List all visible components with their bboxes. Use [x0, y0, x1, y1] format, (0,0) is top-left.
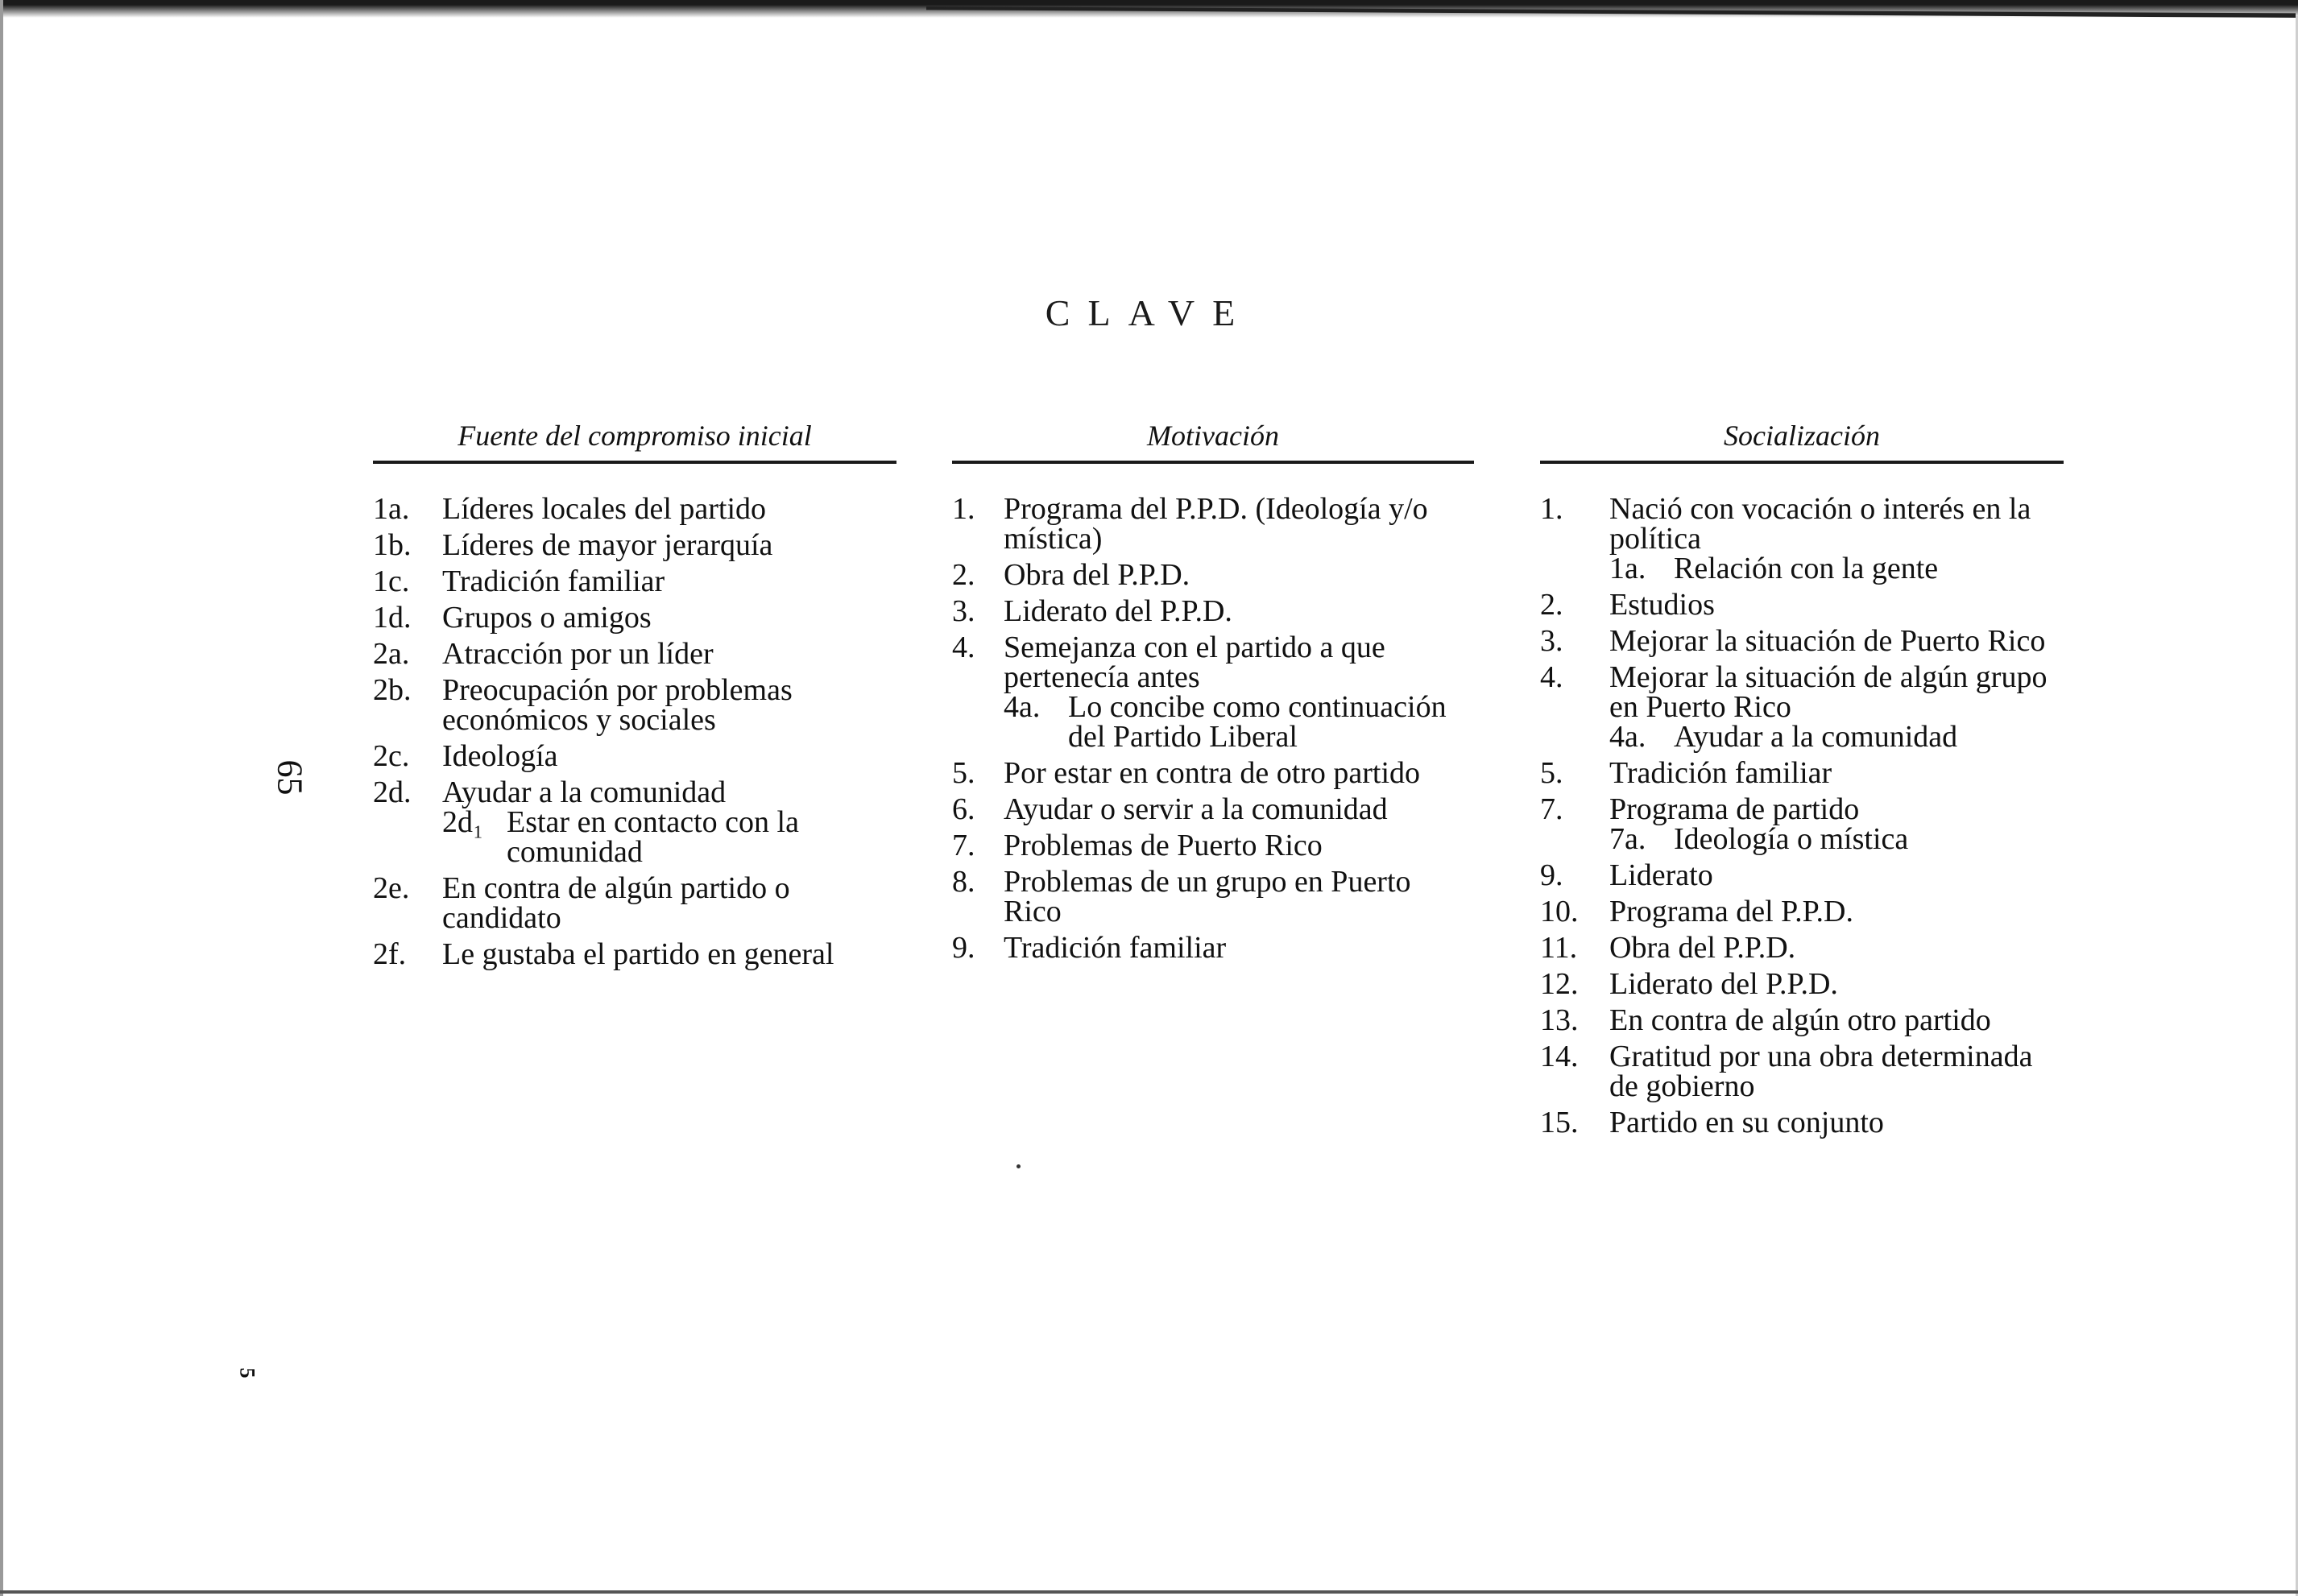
margin-mark: 5	[235, 1367, 259, 1379]
item-body	[1609, 494, 2064, 584]
item-body	[1609, 1108, 2064, 1138]
item-number: 7.	[952, 829, 975, 862]
item-number: 2e.	[373, 871, 410, 905]
sub-item	[1004, 690, 1474, 754]
item-number: 12.	[1540, 967, 1579, 1001]
list-item	[952, 867, 1474, 927]
list-item	[1540, 626, 2064, 656]
item-number: 8.	[952, 865, 975, 899]
item-number: 9.	[1540, 858, 1563, 892]
item-number: 2f.	[373, 937, 407, 971]
item-body	[1004, 633, 1474, 752]
item-number: 4.	[1540, 660, 1563, 694]
item-body	[442, 775, 896, 869]
column-list	[952, 494, 1474, 963]
list-item	[1540, 1108, 2064, 1138]
sub-item	[1609, 722, 2064, 752]
list-item	[1540, 792, 2064, 856]
item-text: Mejorar la situación de algún grupo en Puerto Rico	[1609, 660, 2047, 724]
list-item	[373, 603, 896, 633]
sub-item	[1609, 554, 2064, 584]
list-item	[952, 933, 1474, 963]
item-number: 15.	[1540, 1106, 1579, 1139]
column-heading: Motivación	[952, 419, 1474, 464]
item-number: 5.	[952, 756, 975, 790]
item-text: Líderes de mayor jerarquía	[442, 528, 773, 562]
item-text: Le gustaba el partido en general	[442, 937, 834, 971]
sub-item-number: 4a.	[1609, 720, 1646, 754]
item-text: En contra de algún otro partido	[1609, 1003, 1991, 1037]
list-item	[1540, 858, 2064, 892]
sub-item-text: Ayudar a la comunidad	[1674, 720, 1958, 754]
list-item	[952, 560, 1474, 590]
item-number: 1a.	[373, 492, 410, 526]
sub-item-text: Estar en contacto con la comunidad	[507, 805, 799, 869]
item-number: 1c.	[373, 564, 410, 598]
item-number: 3.	[1540, 624, 1563, 658]
column-motivacion	[952, 419, 1474, 970]
item-number: 2.	[1540, 588, 1563, 622]
item-body	[1609, 1042, 2064, 1102]
item-body	[1609, 1003, 2064, 1037]
item-text: Estudios	[1609, 588, 1715, 622]
list-item	[1540, 933, 2064, 963]
column-list	[1540, 494, 2064, 1138]
column-list	[373, 494, 896, 970]
list-item	[373, 639, 896, 669]
item-body	[442, 871, 896, 935]
item-body	[1004, 831, 1474, 861]
item-text: En contra de algún partido o candidato	[442, 871, 790, 935]
item-text: Programa del P.P.D. (Ideología y/o mística)	[1004, 492, 1428, 556]
item-body	[442, 739, 896, 773]
list-item	[952, 756, 1474, 790]
item-body	[442, 528, 896, 562]
item-number: 4.	[952, 631, 975, 664]
sub-item-text: Ideología o mística	[1674, 822, 1909, 856]
list-item	[1540, 897, 2064, 927]
column-heading: Socialización	[1540, 419, 2064, 464]
item-text: Liderato del P.P.D.	[1004, 594, 1232, 628]
list-item	[1540, 1003, 2064, 1037]
item-body	[1004, 494, 1474, 554]
item-text: Obra del P.P.D.	[1004, 558, 1190, 592]
list-item	[373, 775, 896, 869]
list-item	[373, 871, 896, 935]
item-text: Problemas de un grupo en Puerto Rico	[1004, 865, 1411, 928]
page-title: CLAVE	[1045, 292, 1253, 333]
item-text: Semejanza con el partido a que pertenecía antes	[1004, 631, 1385, 694]
item-number: 9.	[952, 931, 975, 965]
item-body	[442, 564, 896, 598]
item-text: Preocupación por problemas económicos y sociales	[442, 673, 793, 737]
page-number: 65	[270, 759, 310, 796]
page-bottom-edge	[0, 1590, 2298, 1594]
item-number: 1b.	[373, 528, 412, 562]
item-number: 2c.	[373, 739, 410, 773]
item-number: 1.	[1540, 492, 1563, 526]
item-number: 2a.	[373, 637, 410, 671]
item-body	[1609, 858, 2064, 892]
item-body	[442, 639, 896, 669]
item-number: 10.	[1540, 895, 1579, 928]
item-text: Ideología	[442, 739, 558, 773]
item-body	[442, 494, 896, 524]
column-heading: Fuente del compromiso inicial	[373, 419, 896, 464]
item-text: Programa de partido	[1609, 792, 1860, 826]
sub-item	[1609, 822, 2064, 856]
sub-item-text: Relación con la gente	[1674, 552, 1939, 585]
item-body	[1609, 967, 2064, 1001]
item-number: 14.	[1540, 1040, 1579, 1073]
sub-item-number: 7a.	[1609, 822, 1646, 856]
item-number: 13.	[1540, 1003, 1579, 1037]
item-text: Tradición familiar	[1004, 931, 1227, 965]
item-text: Problemas de Puerto Rico	[1004, 829, 1323, 862]
item-number: 11.	[1540, 931, 1578, 965]
item-text: Ayudar o servir a la comunidad	[1004, 792, 1388, 826]
item-body	[1609, 756, 2064, 790]
item-number: 5.	[1540, 756, 1563, 790]
item-body	[1004, 560, 1474, 590]
list-item	[1540, 1042, 2064, 1102]
list-item	[952, 831, 1474, 861]
item-text: Por estar en contra de otro partido	[1004, 756, 1421, 790]
list-item	[952, 792, 1474, 826]
item-body	[1004, 594, 1474, 628]
sub-item-number: 1a.	[1609, 552, 1646, 585]
item-body	[442, 673, 896, 737]
item-body	[442, 603, 896, 633]
list-item	[952, 633, 1474, 752]
item-text: Liderato del P.P.D.	[1609, 967, 1838, 1001]
list-item	[373, 494, 896, 524]
item-text: Ayudar a la comunidad	[442, 775, 727, 809]
item-text: Atracción por un líder	[442, 637, 714, 671]
item-number: 7.	[1540, 792, 1563, 826]
item-text: Obra del P.P.D.	[1609, 931, 1796, 965]
item-text: Liderato	[1609, 858, 1713, 892]
item-number: 1.	[952, 492, 975, 526]
sub-item-text: Lo concibe como continuación del Partido Liberal	[1068, 690, 1447, 754]
list-item	[952, 594, 1474, 628]
item-body	[1609, 626, 2064, 656]
list-item	[1540, 494, 2064, 584]
item-body	[1004, 933, 1474, 963]
item-number: 2.	[952, 558, 975, 592]
list-item	[1540, 590, 2064, 620]
list-item	[1540, 756, 2064, 790]
sub-item-number: 2d₁	[442, 805, 484, 839]
column-fuente	[373, 419, 896, 976]
item-text: Partido en su conjunto	[1609, 1106, 1884, 1139]
item-text: Grupos o amigos	[442, 601, 652, 635]
list-item	[952, 494, 1474, 554]
item-body	[1609, 590, 2064, 620]
column-socializacion	[1540, 419, 2064, 1144]
item-number: 6.	[952, 792, 975, 826]
item-number: 2d.	[373, 775, 412, 809]
item-number: 1d.	[373, 601, 412, 635]
list-item	[1540, 967, 2064, 1001]
sub-item-number: 4a.	[1004, 690, 1041, 724]
list-item	[373, 673, 896, 737]
page-left-edge	[0, 0, 3, 1596]
sub-item	[442, 805, 896, 869]
item-body	[1609, 660, 2064, 754]
list-item	[373, 528, 896, 562]
item-body	[1004, 792, 1474, 826]
item-body	[442, 937, 896, 971]
item-body	[1004, 867, 1474, 927]
item-body	[1609, 897, 2064, 927]
item-text: Nació con vocación o interés en la política	[1609, 492, 2031, 556]
item-text: Gratitud por una obra determinada de gobierno	[1609, 1040, 2033, 1103]
list-item	[1540, 660, 2064, 754]
item-body	[1004, 756, 1474, 790]
item-text: Tradición familiar	[442, 564, 665, 598]
item-body	[1609, 933, 2064, 963]
item-number: 2b.	[373, 673, 412, 707]
list-item	[373, 739, 896, 773]
item-text: Programa del P.P.D.	[1609, 895, 1853, 928]
item-text: Líderes locales del partido	[442, 492, 767, 526]
item-text: Tradición familiar	[1609, 756, 1832, 790]
stray-dot	[1017, 1164, 1021, 1168]
list-item	[373, 564, 896, 598]
item-body	[1609, 792, 2064, 856]
item-text: Mejorar la situación de Puerto Rico	[1609, 624, 2046, 658]
list-item	[373, 937, 896, 971]
item-number: 3.	[952, 594, 975, 628]
